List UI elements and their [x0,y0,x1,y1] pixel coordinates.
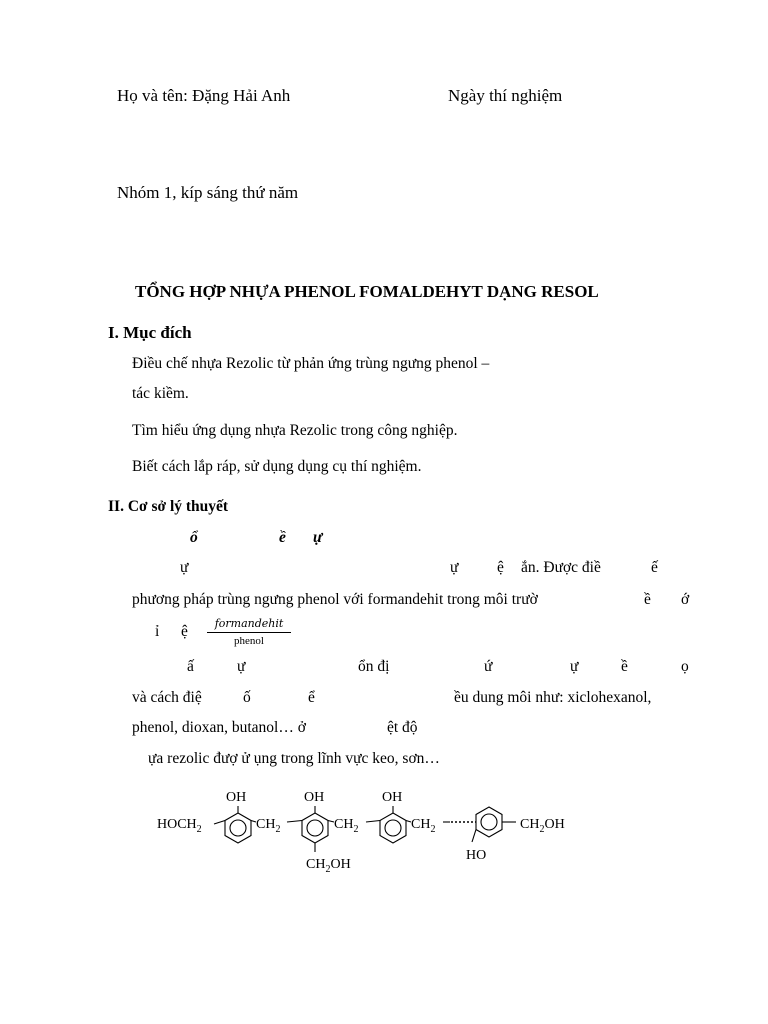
text-fragment: ự [180,559,189,576]
text-fragment: ổn đị [358,658,390,675]
text-fragment: ề [621,658,628,675]
text-fragment: ự [450,559,459,576]
ch2-bridge-label: $CH_2$ [334,817,359,835]
oh-label: OH [304,790,325,805]
text-fragment: ự [313,529,323,546]
oh-label: OH [382,790,403,805]
hoch2-label: $HOCH_2$ [157,817,202,835]
text-fragment: và cách điệ [132,689,202,706]
fraction-denominator: phenol [234,635,264,647]
text-fragment: ệ [181,623,188,640]
text-fragment: phương pháp trùng ngưng phenol với formandehit trong môi trườ [132,591,538,608]
text-fragment: ều dung môi như: xiclohexanol, [454,689,652,706]
ho-label: HO [466,848,487,863]
purpose-line-3: Tìm hiểu ứng dụng nhựa Rezolic trong công nghiệp. [132,422,458,439]
section-heading-purpose: I. Mục đích [108,323,192,342]
text-fragment: ự [237,658,246,675]
text-fragment: ự [570,658,579,675]
purpose-line-4: Biết cách lắp ráp, sử dụng dụng cụ thí nghiệm. [132,458,422,475]
ch2oh-label: $CH_2OH$ [306,857,351,875]
purpose-line-1: Điều chế nhựa Rezolic từ phản ứng trùng ngưng phenol – [132,355,490,372]
text-fragment: ệ [497,559,504,576]
benzene-ring-1 [225,806,251,843]
resol-structure-diagram [0,780,768,920]
purpose-line-2: tác kiềm. [132,385,189,402]
ch2-bridge-label: $CH_2$ [256,817,281,835]
text-fragment: ấ [187,658,194,675]
text-fragment: ựa rezolic đượ ử ụng trong lĩnh vực keo, sơn… [148,750,440,767]
document-title: TỔNG HỢP NHỰA PHENOL FOMALDEHYT DẠNG RESOL [135,282,599,301]
text-fragment: ề [279,529,286,546]
text-fragment: ọ [681,658,689,675]
text-fragment: ố [243,689,251,706]
ch2-bridge-label: $CH_2$ [411,817,436,835]
ch2oh-label: $CH_2OH$ [520,817,565,835]
benzene-ring-4 [472,807,502,842]
benzene-ring-2 [302,806,328,852]
text-fragment: ắn. Được điề [521,559,601,576]
student-name: Họ và tên: Đặng Hải Anh [117,86,291,105]
group-info: Nhóm 1, kíp sáng thứ năm [117,183,299,202]
text-fragment: ể [308,689,315,706]
benzene-ring-3 [380,806,406,843]
text-fragment: ổ [190,529,198,546]
text-fragment: ề [644,591,651,608]
text-fragment: phenol, dioxan, butanol… ở [132,719,306,736]
ratio-fraction [205,617,293,647]
text-fragment: ớ [681,591,690,608]
text-fragment: ế [651,559,658,576]
experiment-date-label: Ngày thí nghiệm [448,86,563,105]
fraction-numerator: formandehit [214,617,284,630]
oh-label: OH [226,790,247,805]
section-heading-theory: II. Cơ sở lý thuyết [108,498,229,515]
text-fragment: ỉ [155,623,160,640]
text-fragment: ứ [484,658,493,675]
text-fragment: ệt độ [387,719,418,736]
